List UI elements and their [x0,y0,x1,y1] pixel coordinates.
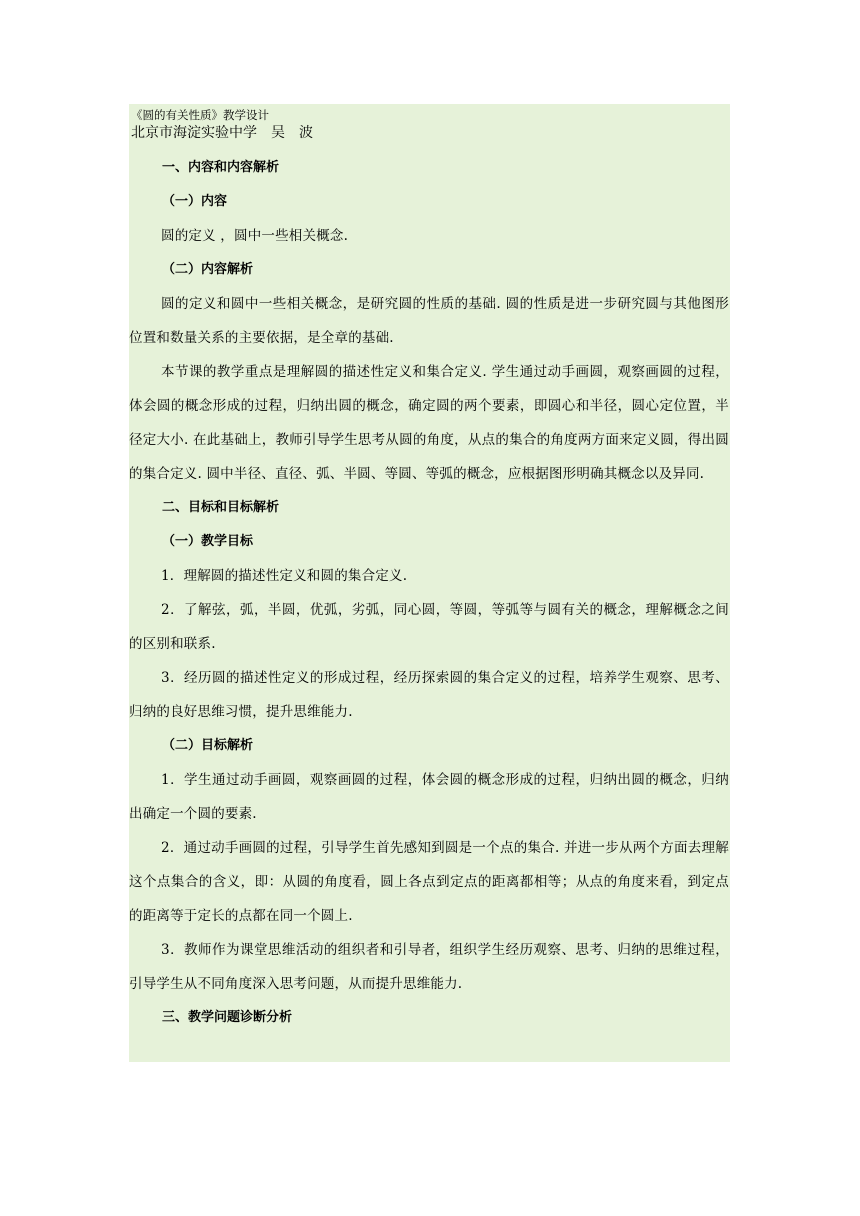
section-1-heading: 一、内容和内容解析 [162,160,280,175]
section-3-heading: 三、教学问题诊断分析 [162,1010,293,1025]
section-1-paragraph-1: 圆的定义 ，圆中一些相关概念. [161,228,349,244]
section-1-subheading-analysis: （二）内容解析 [162,262,254,277]
section-2-subheading-goals: （一）教学目标 [162,534,254,549]
section-2-heading: 二、目标和目标解析 [162,500,280,515]
section-2-paragraph-5: 2．通过动手画圆的过程，引导学生首先感知到圆是一个点的集合. 并进一步从两个方面去理解这个点集合的含义，即：从圆的角度看，圆上各点到定点的距离都相等；从点的角度来看，到定点的距离等于定长的点都在同一个圆上. [129,840,729,924]
section-2-paragraph-6: 3．教师作为课堂思维活动的组织者和引导者，组织学生经历观察、思考、归纳的思维过程，引导学生从不同角度深入思考问题，从而提升思维能力. [129,942,729,992]
section-2-paragraph-4: 1．学生通过动手画圆，观察画圆的过程，体会圆的概念形成的过程，归纳出圆的概念，归纳出确定一个圆的要素. [129,772,729,822]
author-line [131,123,730,143]
section-1-paragraph-3: 本节课的教学重点是理解圆的描述性定义和集合定义. 学生通过动手画圆，观察画圆的过程，体会圆的概念形成的过程，归纳出圆的概念，确定圆的两个要素，即圆心和半径，圆心定位置，半径定大小. 在此基础上，教师引导学生思考从圆的角度，从点的集合的角度两方面来定义圆，得出圆的集合定义. 圆中半径、直径、弧、半圆、等圆、等弧的概念，应根据图形明确其概念以及异同. [129,364,729,482]
document-body [129,104,730,1062]
section-2-subheading-analysis: （二）目标解析 [162,738,254,753]
section-1-subheading-content: （一）内容 [162,194,228,209]
document-title: 《圆的有关性质》教学设计 [131,108,269,122]
author-name-second: 波 [299,125,313,141]
section-2-paragraph-3: 3．经历圆的描述性定义的形成过程，经历探索圆的集合定义的过程，培养学生观察、思考、归纳的良好思维习惯，提升思维能力. [129,670,729,720]
section-2-paragraph-2: 2．了解弦，弧，半圆，优弧，劣弧，同心圆，等圆，等弧等与圆有关的概念，理解概念之间的区别和联系. [129,602,729,652]
section-1-paragraph-2: 圆的定义和圆中一些相关概念，是研究圆的性质的基础. 圆的性质是进一步研究圆与其他图形位置和数量关系的主要依据，是全章的基础. [129,296,729,346]
author-school: 北京市海淀实验中学 [131,125,257,141]
author-name-first: 吴 [271,125,285,141]
section-2-paragraph-1: 1．理解圆的描述性定义和圆的集合定义. [161,568,408,584]
